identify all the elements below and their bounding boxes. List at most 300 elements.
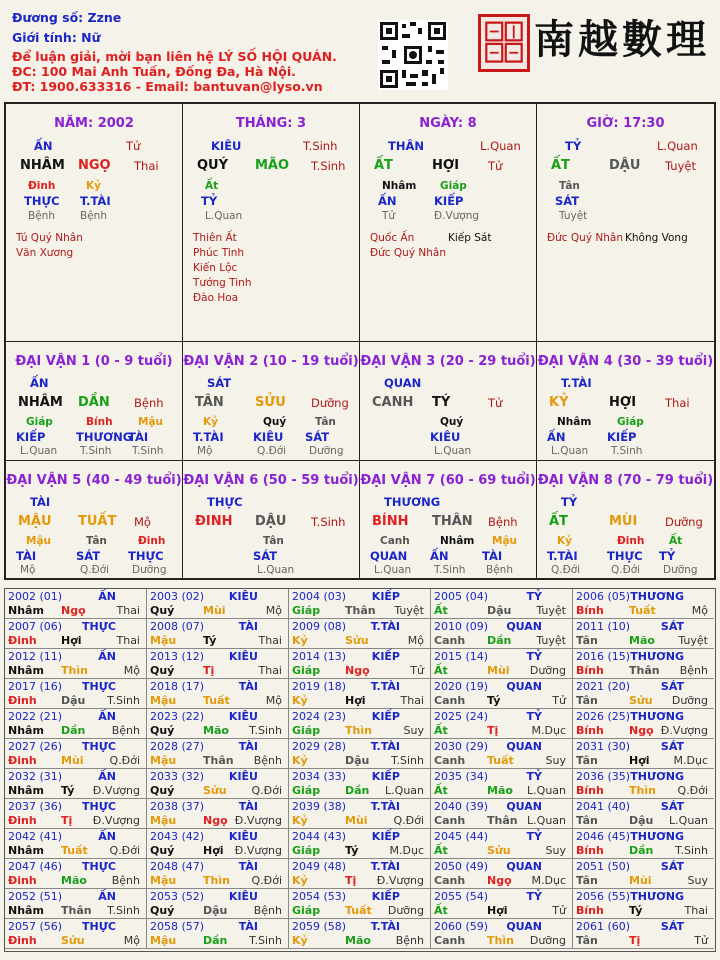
year-label: 2017 (16) (8, 680, 63, 693)
pillar-an1: Ất (205, 180, 219, 192)
year-chi: Sửu (203, 784, 227, 797)
year-can: Quý (150, 904, 175, 917)
year-chi: Dần (61, 724, 86, 737)
year-than: SÁT (660, 860, 684, 873)
dai-van-truong-sinh: L.Quan (434, 445, 472, 457)
dai-van-chi: THÂN (432, 514, 473, 529)
dai-van-truong-sinh: Mộ (20, 564, 36, 576)
dai-van-chi: TÝ (432, 395, 451, 410)
year-than: THỰC (82, 800, 116, 813)
year-label: 2035 (34) (434, 770, 489, 783)
year-label: 2020 (19) (434, 680, 489, 693)
pillar-sao: Quốc Ấn (370, 232, 415, 244)
pillar-th2: T.TÀI (80, 194, 111, 208)
year-chi: Mùi (629, 874, 652, 887)
year-label: 2015 (14) (434, 650, 489, 663)
year-cell (573, 769, 714, 799)
pillar-than-top: ẤN (34, 139, 53, 153)
gioi-tinh: Giới tính: Nữ (12, 30, 101, 45)
year-cell (5, 589, 147, 619)
year-can: Nhâm (8, 784, 44, 797)
dai-van-ts: T.Sinh (311, 515, 346, 529)
year-chi: Thìn (345, 724, 372, 737)
year-than: T.TÀI (370, 740, 400, 753)
year-chi: Dậu (203, 904, 228, 917)
year-label: 2007 (06) (8, 620, 63, 633)
year-truong-sinh: T.Sinh (249, 934, 282, 947)
year-can: Bính (576, 604, 604, 617)
year-truong-sinh: T.Sinh (249, 724, 282, 737)
year-truong-sinh: Bệnh (253, 754, 282, 767)
year-label: 2023 (22) (150, 710, 205, 723)
year-chi: Thân (487, 814, 518, 827)
year-than: ẤN (98, 830, 116, 843)
year-label: 2057 (56) (8, 920, 63, 933)
dai-van-truong-sinh: L.Quan (257, 564, 295, 576)
year-chi: Mùi (61, 754, 84, 767)
year-label: 2032 (31) (8, 770, 63, 783)
year-than: THỰC (82, 860, 116, 873)
year-cell (573, 589, 714, 619)
dai-van-than: KIÊU (430, 430, 461, 444)
year-cell (431, 739, 573, 769)
year-cell (573, 679, 714, 709)
year-cell (147, 739, 289, 769)
year-label: 2043 (42) (150, 830, 205, 843)
pillar-ts-top: L.Quan (480, 139, 521, 153)
year-truong-sinh: L.Quan (527, 814, 566, 827)
dai-van-chi: HỢI (609, 395, 637, 410)
qr-code[interactable] (378, 20, 448, 90)
year-can: Kỷ (292, 694, 308, 707)
year-than: ẤN (98, 650, 116, 663)
year-cell (431, 589, 573, 619)
year-chi: Mão (487, 784, 513, 797)
year-than: TÀI (238, 800, 258, 813)
year-can: Giáp (292, 904, 321, 917)
year-truong-sinh: Suy (545, 844, 566, 857)
dai-van-truong-sinh: L.Quan (374, 564, 412, 576)
year-chi: Mão (203, 724, 229, 737)
pillar-than-top: KIÊU (211, 139, 242, 153)
year-truong-sinh: Đ.Vượng (376, 874, 424, 887)
year-cell (5, 709, 147, 739)
pillar-ts: Thai (134, 159, 159, 173)
year-label: 2018 (17) (150, 680, 205, 693)
year-label: 2011 (10) (576, 620, 631, 633)
year-than: TỶ (526, 770, 542, 783)
dai-van-cell (183, 461, 360, 580)
year-can: Bính (576, 724, 604, 737)
year-label: 2014 (13) (292, 650, 347, 663)
dai-van-top: SÁT (207, 376, 232, 390)
year-truong-sinh: Tử (694, 934, 708, 947)
pillar-chi: NGỌ (78, 158, 111, 173)
dai-van-ts: Tử (488, 396, 503, 410)
year-cell (289, 679, 431, 709)
year-truong-sinh: Suy (687, 874, 708, 887)
year-truong-sinh: Tuyệt (394, 604, 424, 617)
dai-van-ts: Bệnh (488, 515, 518, 529)
year-cell (289, 649, 431, 679)
year-can: Mậu (150, 634, 177, 647)
dai-van-truong-sinh: Dưỡng (663, 564, 698, 576)
pillar-chi: HỢI (432, 158, 460, 173)
dai-van-than: THỰC (128, 549, 164, 563)
year-than: SÁT (660, 680, 684, 693)
year-than: THƯƠNG (630, 590, 684, 603)
year-than: TỶ (526, 890, 542, 903)
pillar-title: NĂM: 2002 (54, 116, 134, 131)
year-can: Kỷ (292, 634, 308, 647)
year-than: TÀI (238, 680, 258, 693)
dai-van-truong-sinh: T.Sinh (132, 445, 164, 457)
dai-van-can: KỶ (549, 395, 569, 410)
dai-van-than: THƯƠNG (76, 430, 133, 444)
pillar-tr1: L.Quan (205, 210, 243, 222)
dai-van-truong-sinh: Q.Đới (257, 445, 287, 457)
pillar-sao: Tướng Tinh (193, 277, 252, 289)
year-cell (431, 859, 573, 889)
year-than: ẤN (98, 590, 116, 603)
year-than: QUAN (506, 860, 542, 873)
dai-van-an: Kỷ (203, 416, 218, 428)
dai-van-can: NHÂM (18, 395, 63, 410)
year-can: Ất (434, 604, 448, 617)
year-can: Ất (434, 844, 448, 857)
pillar-title: THÁNG: 3 (235, 116, 307, 131)
dai-van-truong-sinh: T.Sinh (80, 445, 112, 457)
year-label: 2025 (24) (434, 710, 489, 723)
dai-van-than: SÁT (305, 430, 330, 444)
year-chi: Tý (203, 634, 217, 647)
year-than: SÁT (660, 800, 684, 813)
year-truong-sinh: Suy (545, 754, 566, 767)
year-cell (573, 919, 714, 949)
year-cell (147, 829, 289, 859)
year-label: 2008 (07) (150, 620, 205, 633)
dai-van-ts: Bệnh (134, 396, 164, 410)
year-cell (147, 709, 289, 739)
year-truong-sinh: Q.Đới (109, 844, 140, 857)
pillar-sao: Đức Quý Nhân (547, 232, 623, 244)
year-than: TÀI (238, 740, 258, 753)
year-cell (573, 649, 714, 679)
year-label: 2049 (48) (292, 860, 347, 873)
year-chi: Hợi (203, 844, 224, 857)
year-label: 2053 (52) (150, 890, 205, 903)
year-than: THƯƠNG (630, 650, 684, 663)
year-cell (289, 769, 431, 799)
dai-van-can: CANH (372, 395, 414, 410)
annual-luck-grid (4, 588, 716, 952)
year-than: THỰC (82, 740, 116, 753)
dai-van-title: ĐẠI VẬN 5 (40 - 49 tuổi) (6, 473, 182, 488)
dai-van-title: ĐẠI VẬN 7 (60 - 69 tuổi) (360, 473, 536, 488)
year-chi: Tuất (629, 604, 656, 617)
dai-van-chi: MÙI (609, 514, 638, 529)
year-truong-sinh: Tử (410, 664, 424, 677)
dai-van-an: Tân (315, 416, 336, 428)
year-truong-sinh: Suy (403, 724, 424, 737)
year-can: Bính (576, 664, 604, 677)
logo-text: 南越數理 (534, 16, 710, 63)
year-chi: Hợi (629, 754, 650, 767)
pillar-an1: Đinh (28, 180, 56, 192)
dai-van-truong-sinh: Q.Đới (80, 564, 110, 576)
dai-van-truong-sinh: Dưỡng (132, 564, 167, 576)
year-can: Ất (434, 724, 448, 737)
pillar-sao: Tú Quý Nhân (16, 232, 83, 244)
pillar-tr1: Tử (382, 210, 396, 222)
year-can: Canh (434, 694, 466, 707)
pillar-th2: KIẾP (434, 194, 464, 208)
dai-van-an: Quý (263, 416, 287, 428)
pillar-tr1: Tuyệt (559, 210, 588, 222)
pillar-chi: MÃO (255, 158, 290, 173)
year-can: Nhâm (8, 904, 44, 917)
year-can: Quý (150, 784, 175, 797)
dai-van-truong-sinh: Mộ (197, 445, 213, 457)
year-cell (431, 799, 573, 829)
year-truong-sinh: Q.Đới (251, 874, 282, 887)
year-chi: Tị (345, 874, 357, 887)
pillar-an1: Nhâm (382, 180, 417, 192)
year-can: Bính (576, 904, 604, 917)
year-label: 2005 (04) (434, 590, 489, 603)
year-can: Tân (576, 634, 598, 647)
pillar-th1: TỶ (201, 194, 218, 208)
year-label: 2045 (44) (434, 830, 489, 843)
year-truong-sinh: T.Sinh (107, 694, 140, 707)
year-chi: Tuất (487, 754, 514, 767)
year-can: Tân (576, 754, 598, 767)
year-than: THƯƠNG (630, 710, 684, 723)
year-than: TÀI (238, 620, 258, 633)
year-cell (147, 619, 289, 649)
year-than: ẤN (98, 770, 116, 783)
year-than: TỶ (526, 710, 542, 723)
year-can: Giáp (292, 724, 321, 737)
dai-van-top: TỶ (561, 495, 578, 509)
year-label: 2042 (41) (8, 830, 63, 843)
year-label: 2012 (11) (8, 650, 63, 663)
duong-so: Đương số: Zzne (12, 10, 122, 25)
year-truong-sinh: Đ.Vượng (660, 724, 708, 737)
year-truong-sinh: T.Sinh (391, 754, 424, 767)
dai-van-than: SÁT (253, 549, 278, 563)
dai-van-an: Tân (86, 535, 107, 547)
year-cell (289, 619, 431, 649)
pillar-sao: Văn Xương (16, 247, 74, 259)
dai-van-chi: DẬU (255, 514, 287, 529)
year-cell (431, 649, 573, 679)
year-label: 2019 (18) (292, 680, 347, 693)
dai-van-chi: DẦN (78, 395, 110, 410)
year-chi: Tý (487, 694, 501, 707)
year-truong-sinh: M.Dục (531, 724, 566, 737)
dai-van-than: KIẾP (607, 430, 637, 444)
year-cell (431, 619, 573, 649)
dai-van-an: Bính (86, 416, 113, 428)
year-chi: Thìn (487, 934, 514, 947)
year-label: 2048 (47) (150, 860, 205, 873)
year-truong-sinh: Tuyệt (536, 634, 566, 647)
year-truong-sinh: L.Quan (527, 784, 566, 797)
year-cell (431, 889, 573, 919)
year-truong-sinh: Thai (116, 604, 140, 617)
dai-van-than: TỶ (659, 549, 676, 563)
year-cell (431, 709, 573, 739)
year-truong-sinh: Mộ (265, 694, 282, 707)
year-chi: Tý (345, 844, 359, 857)
pillars-chart (4, 102, 716, 580)
year-cell (5, 829, 147, 859)
year-label: 2030 (29) (434, 740, 489, 753)
year-cell (289, 859, 431, 889)
year-can: Đinh (8, 634, 37, 647)
dai-van-title: ĐẠI VẬN 2 (10 - 19 tuổi) (183, 354, 359, 369)
dai-van-truong-sinh: T.Sinh (611, 445, 643, 457)
year-than: ẤN (98, 710, 116, 723)
year-truong-sinh: Q.Đới (677, 784, 708, 797)
year-can: Canh (434, 874, 466, 887)
year-chi: Thân (61, 904, 92, 917)
year-truong-sinh: Tử (552, 694, 566, 707)
year-truong-sinh: M.Dục (389, 844, 424, 857)
year-than: QUAN (506, 800, 542, 813)
year-can: Canh (434, 634, 466, 647)
year-cell (573, 619, 714, 649)
year-truong-sinh: M.Dục (673, 754, 708, 767)
pillar-than-top: THÂN (388, 139, 424, 153)
year-label: 2052 (51) (8, 890, 63, 903)
year-label: 2059 (58) (292, 920, 347, 933)
year-label: 2038 (37) (150, 800, 205, 813)
year-truong-sinh: Bệnh (111, 874, 140, 887)
year-chi: Tuất (61, 844, 88, 857)
dai-van-top: THƯƠNG (384, 495, 441, 509)
year-chi: Thìn (203, 874, 230, 887)
pillar-an2: Giáp (440, 180, 467, 192)
pillar-an2: Kỷ (86, 180, 101, 192)
pillar-can: ẤT (374, 158, 393, 173)
dai-van-cell (183, 342, 360, 461)
year-can: Đinh (8, 874, 37, 887)
year-than: KIÊU (228, 650, 258, 663)
year-label: 2040 (39) (434, 800, 489, 813)
pillar-ts-top: T.Sinh (303, 139, 338, 153)
year-than: ẤN (98, 890, 116, 903)
year-truong-sinh: Thai (400, 694, 424, 707)
year-can: Đinh (8, 754, 37, 767)
year-chi: Mùi (487, 664, 510, 677)
year-cell (147, 799, 289, 829)
pillar-sao: Kiếp Sát (448, 232, 492, 244)
year-truong-sinh: Q.Đới (251, 784, 282, 797)
year-can: Tân (576, 814, 598, 827)
year-than: KIÊU (228, 710, 258, 723)
year-than: T.TÀI (370, 800, 400, 813)
dai-van-cell (360, 342, 537, 461)
dai-van-than: ẤN (430, 549, 449, 563)
pillar-sao: Không Vong (625, 232, 688, 244)
year-label: 2010 (09) (434, 620, 489, 633)
dai-van-cell (6, 461, 183, 580)
year-truong-sinh: Dưỡng (529, 934, 566, 947)
year-than: THỰC (82, 920, 116, 933)
year-truong-sinh: L.Quan (385, 784, 424, 797)
year-truong-sinh: Bệnh (111, 724, 140, 737)
dai-van-chi: TUẤT (78, 514, 117, 529)
year-cell (147, 769, 289, 799)
pillar-th1: ẤN (378, 194, 397, 208)
pillar-cell (360, 104, 537, 342)
dai-van-truong-sinh: L.Quan (551, 445, 589, 457)
year-label: 2016 (15) (576, 650, 631, 663)
year-truong-sinh: Bệnh (395, 934, 424, 947)
year-cell (147, 859, 289, 889)
year-chi: Tị (61, 814, 73, 827)
dai-van-truong-sinh: Bệnh (486, 564, 513, 576)
year-chi: Ngọ (61, 604, 86, 617)
dai-van-ts: Thai (665, 396, 690, 410)
year-cell (431, 769, 573, 799)
year-truong-sinh: Mộ (407, 634, 424, 647)
year-truong-sinh: M.Dục (531, 874, 566, 887)
year-chi: Thân (345, 604, 376, 617)
year-than: TỶ (526, 650, 542, 663)
dien-thoai: ĐT: 1900.633316 - Email: bantuvan@lyso.vn (12, 79, 323, 94)
pillar-ts-top: Tử (126, 139, 141, 153)
year-can: Nhâm (8, 844, 44, 857)
year-chi: Thìn (629, 784, 656, 797)
year-than: TÀI (238, 920, 258, 933)
dai-van-than: TÀI (16, 549, 37, 563)
year-cell (573, 829, 714, 859)
year-cell (5, 679, 147, 709)
pillar-sao: Phúc Tinh (193, 247, 245, 259)
pillar-sao: Kiến Lộc (193, 262, 238, 274)
year-can: Mậu (150, 934, 177, 947)
year-chi: Mùi (203, 604, 226, 617)
year-truong-sinh: Thai (258, 634, 282, 647)
year-truong-sinh: Bệnh (253, 904, 282, 917)
year-than: KIẾP (371, 830, 400, 843)
year-than: SÁT (660, 740, 684, 753)
dai-van-an: Giáp (26, 416, 53, 428)
year-chi: Dậu (487, 604, 512, 617)
year-than: THƯƠNG (630, 890, 684, 903)
dai-van-truong-sinh: T.Sinh (434, 564, 466, 576)
pillar-ts: T.Sinh (311, 159, 346, 173)
pillar-cell (537, 104, 714, 342)
dai-van-title: ĐẠI VẬN 3 (20 - 29 tuổi) (360, 354, 536, 369)
year-than: T.TÀI (370, 860, 400, 873)
year-can: Quý (150, 844, 175, 857)
dai-van-cell (360, 461, 537, 580)
year-chi: Sửu (345, 634, 369, 647)
pillar-sao: Đức Quý Nhân (370, 247, 446, 259)
year-label: 2002 (01) (8, 590, 63, 603)
dai-van-ts: Dưỡng (665, 515, 703, 529)
year-can: Kỷ (292, 934, 308, 947)
year-can: Bính (576, 784, 604, 797)
year-cell (147, 889, 289, 919)
year-chi: Ngọ (629, 724, 654, 737)
year-than: KIẾP (371, 710, 400, 723)
year-can: Tân (576, 934, 598, 947)
